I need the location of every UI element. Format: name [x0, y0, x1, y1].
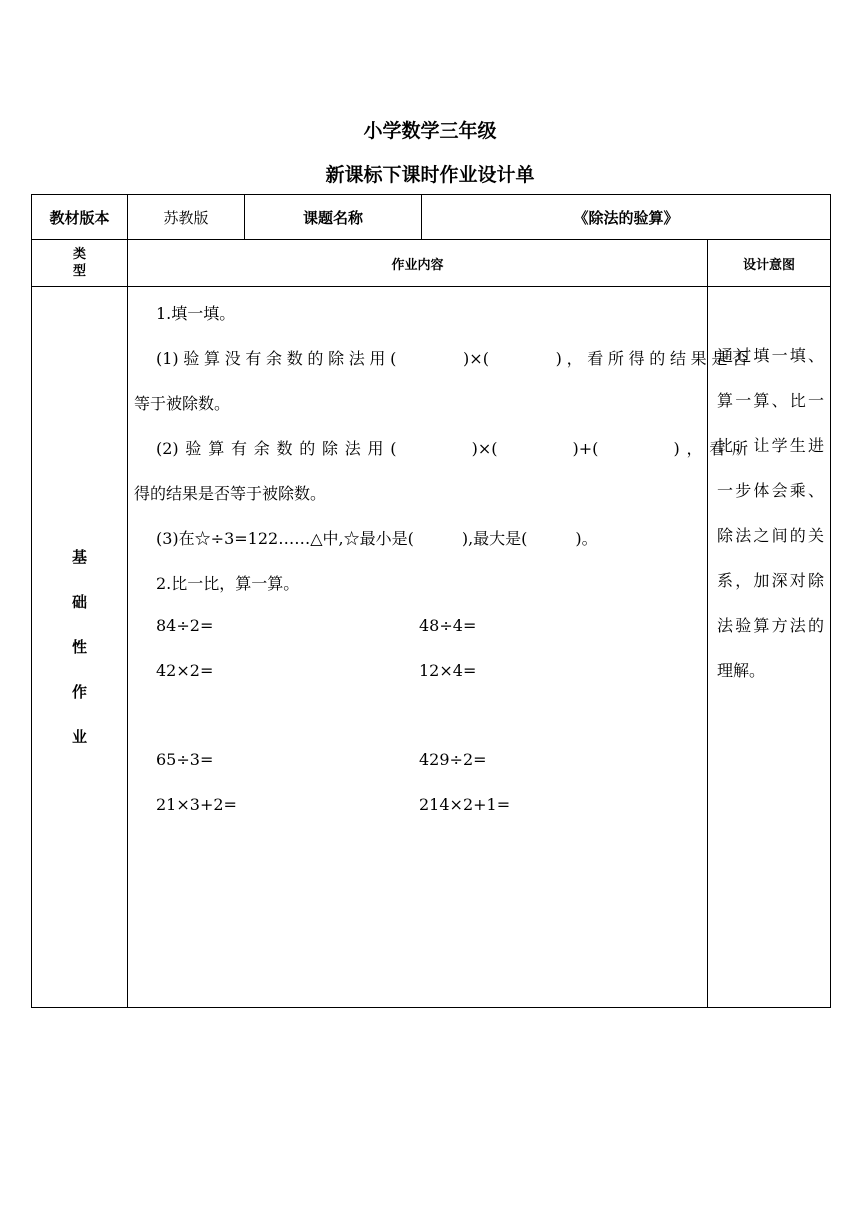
exercise-item: 214×2+1= [419, 795, 511, 814]
intent-header: 设计意图 [708, 240, 831, 287]
exercise-item: 42×2= [156, 661, 214, 680]
topic-value: 《除法的验算》 [422, 195, 831, 240]
row-type-char: 性 [71, 637, 87, 656]
question-1-1-line2: 等于被除数。 [134, 394, 231, 413]
exercise-item: 21×3+2= [156, 795, 237, 814]
question-1-2-line2: 得的结果是否等于被除数。 [134, 484, 327, 503]
row-type-char: 基 [71, 547, 87, 566]
row-type-char: 础 [71, 592, 87, 611]
page-title: 小学数学三年级 [363, 120, 497, 142]
basic-homework-row [32, 287, 831, 1008]
question-2-title: 2.比一比，算一算。 [156, 574, 300, 593]
row-type-char: 业 [71, 727, 87, 746]
info-row [32, 195, 831, 240]
question-1-2-line1: (2)验算有余数的除法用( )×( )+( )，看所 [156, 439, 748, 458]
question-1-1-line1: (1)验算没有余数的除法用( )×( )，看所得的结果是否 [156, 349, 748, 368]
textbook-value: 苏教版 [128, 195, 245, 240]
question-1-3: (3)在☆÷3=122……△中,☆最小是( ),最大是( )。 [156, 529, 598, 548]
homework-content [128, 287, 748, 1008]
type-header [32, 240, 128, 287]
row-type-basic [32, 287, 128, 1008]
exercise-item: 84÷2= [156, 616, 214, 635]
exercise-item: 48÷4= [419, 616, 477, 635]
textbook-label: 教材版本 [32, 195, 128, 240]
content-header: 作业内容 [128, 240, 708, 287]
exercise-item: 429÷2= [419, 750, 487, 769]
page-subtitle: 新课标下课时作业设计单 [325, 164, 535, 186]
row-type-char: 作 [71, 682, 87, 701]
type-header-line1: 类 [72, 247, 86, 262]
exercise-item: 65÷3= [156, 750, 214, 769]
type-header-line2: 型 [72, 264, 86, 279]
column-header-row [32, 240, 831, 287]
question-1-title: 1.填一填。 [156, 304, 236, 323]
homework-design-table [31, 194, 831, 1008]
design-intent-text: 通过填一填、算一算、比一比，让学生进一步体会乘、除法之间的关系，加深对除法验算方法的理解。 [717, 346, 825, 680]
topic-label: 课题名称 [245, 195, 422, 240]
design-intent [708, 287, 831, 1008]
exercise-item: 12×4= [419, 661, 477, 680]
